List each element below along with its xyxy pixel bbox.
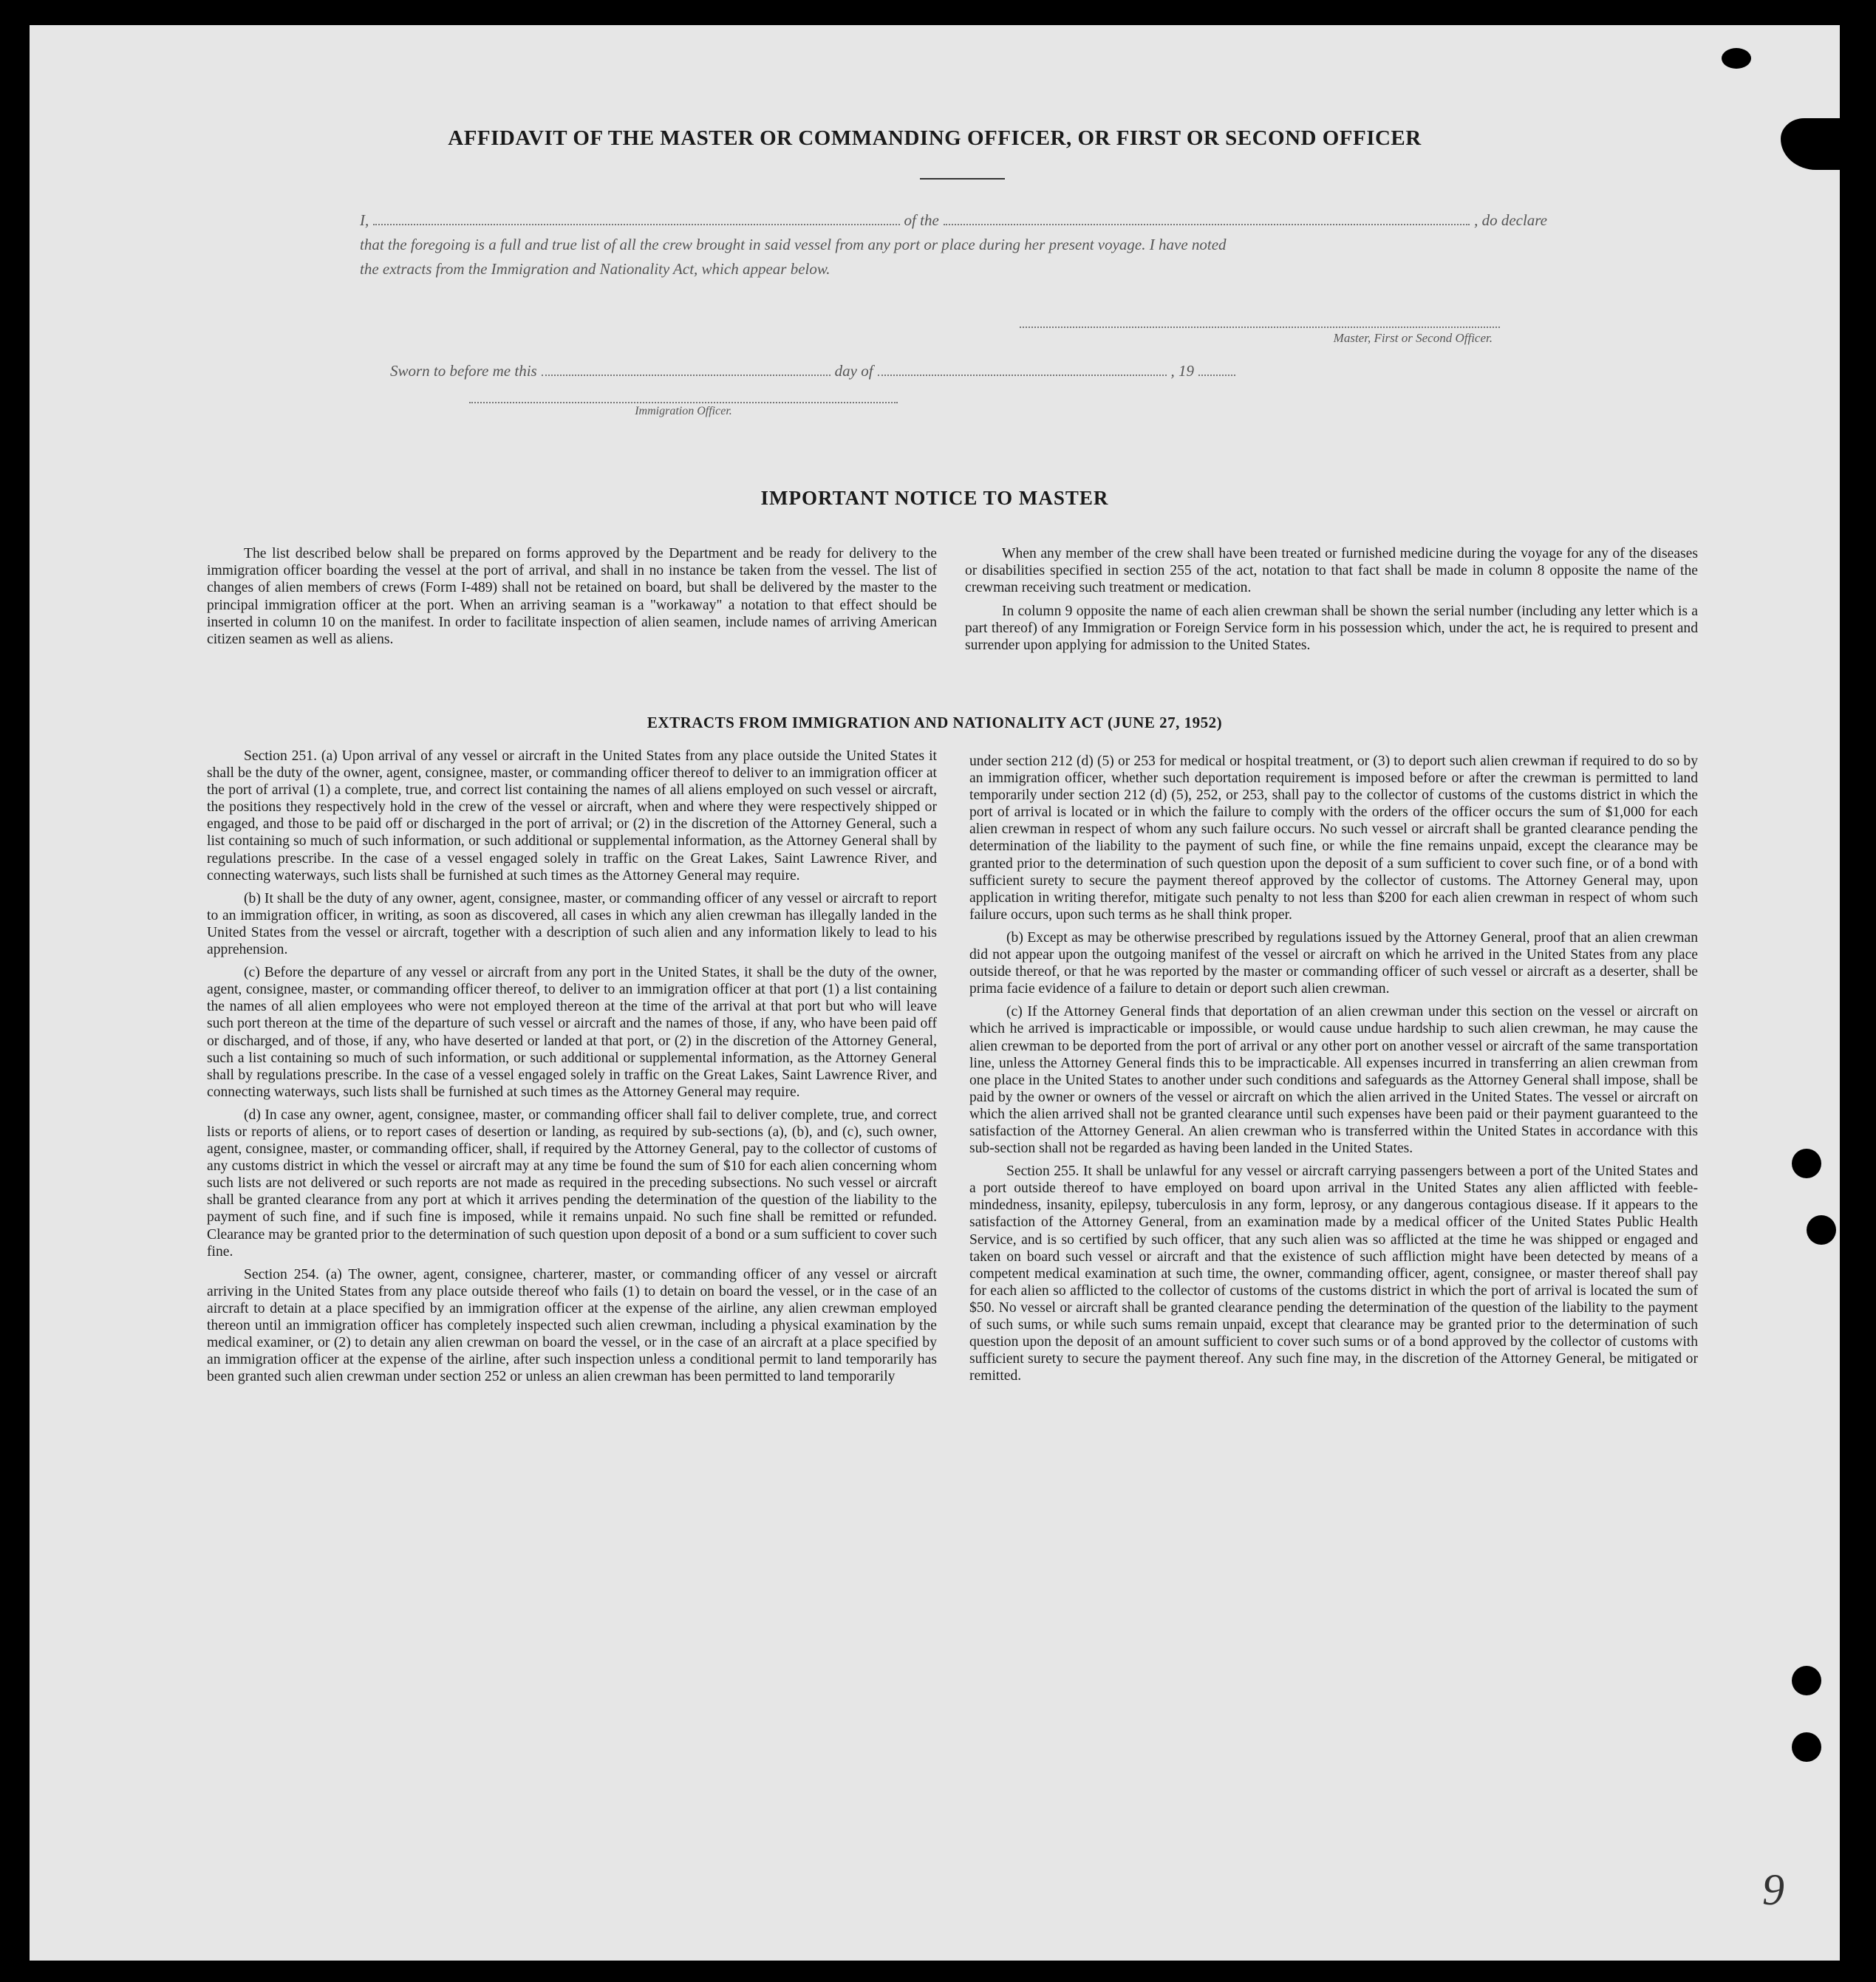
extract-section-251d: (d) In case any owner, agent, consignee, master, or commanding officer shall fail to deliver complete, true, and correct lists or reports of aliens, or to report cases of desertion or landing, as required by sub-sections (a), (b), and (c), such owner, agent, consignee, master, or commanding officer, shall, if required by the Attorney General, pay to the collector of customs of any customs district in which the vessel or aircraft may at any time be found the sum of $10 for each alien concerning whom such lists are not delivered or such reports are not made as required in the preceding subsections. No such vessel or aircraft shall be granted clearance from any port at which it arrives pending the determination of the question of the liability to the payment of such fine, and if such fine is imposed, while it remains unpaid. No such fine shall be remitted or refunded. Clearance may be granted prior to the determination of such question upon deposit of a bond or a sum sufficient to cover such fine.	[207, 1107, 937, 1260]
signature-line	[1020, 327, 1500, 328]
officer-signature-line	[469, 402, 898, 403]
extract-section-254a: Section 254. (a) The owner, agent, consignee, charterer, master, or commanding officer of any vessel or aircraft arriving in the United States from any place outside thereof who fails (1) to detain on board the vessel, or in the case of an aircraft to detain at a place specified by an immigration officer at the expense of the airline, any alien crewman employed thereon until an immigration officer has completely inspected such alien crewman, including a physical examination by the medical examiner, or (2) to detain any alien crewman on board the vessel, or in the case of an aircraft at a place specified by an immigration officer at the expense of the airline, after such inspection unless a conditional permit to land temporarily has been granted such alien crewman under section 252 or unless an alien crewman has been permitted to land temporarily	[207, 1266, 937, 1385]
declaration-do-declare: , do declare	[1474, 211, 1548, 229]
declaration-line-2: that the foregoing is a full and true list of all the crew brought in said vessel from any port or place during her present voyage. I have noted	[360, 236, 1227, 253]
notice-right-paragraph-2: In column 9 opposite the name of each alien crewman shall be shown the serial number (including any letter which is a part thereof) of any Immigration or Foreign Service form in his possession which, under the act, he is required to present and surrender upon applying for admission to the United States.	[965, 603, 1698, 654]
notice-right-paragraph-1: When any member of the crew shall have been treated or furnished medicine during the voyage for any of the diseases or disabilities specified in section 255 of the act, notation to that fact shall be made in column 8 opposite the name of the crewman receiving such treatment or medication.	[965, 546, 1698, 596]
notice-left-column	[207, 545, 937, 654]
title-rule	[920, 178, 1005, 180]
extract-section-254b: (b) Except as may be otherwise prescribed by regulations issued by the Attorney General, proof that an alien crewman did not appear upon the outgoing manifest of the vessel or aircraft on which he arrived in the United States from any place outside thereof, or that he was reported by the master or commanding officer of such vessel or aircraft as a deserter, shall be prima facie evidence of a failure to detain or deport such alien crewman.	[969, 929, 1698, 997]
day-blank	[542, 364, 830, 376]
punch-hole	[1792, 1732, 1821, 1762]
extract-section-251a: Section 251. (a) Upon arrival of any vessel or aircraft in the United States from any place outside the United States it shall be the duty of the owner, agent, consignee, master, or commanding officer thereof to deliver to an immigration officer at the port of arrival (1) a complete, true, and correct list containing the names of all aliens employed on such vessel or aircraft, the positions they respectively hold in the crew of the vessel or aircraft, when and where they were respectively shipped or engaged, and those to be paid off or discharged in the port of arrival; or (2) in the discretion of the Attorney General, such a list containing so much of such information, or such additional or supplemental information, as the Attorney General shall by regulations prescribe. In the case of a vessel engaged solely in traffic on the Great Lakes, Saint Lawrence River, and connecting waterways, such lists shall be furnished at such times as the Attorney General may require.	[207, 748, 937, 884]
document-page	[30, 25, 1840, 1961]
notice-right-column	[965, 545, 1698, 660]
extract-section-254a-cont: under section 212 (d) (5) or 253 for medical or hospital treatment, or (3) to deport such alien crewman if required to do so by an immigration officer, whether such deportation requirement is imposed before or after the crewman is permitted to land temporarily under section 212 (d) (5), 252, or 253, shall pay to the collector of customs of the customs district in which the port of arrival is located or in which the failure to comply with the orders of the officer occurs the sum of $1,000 for each alien crewman in respect of whom any such failure occurs. No such vessel or aircraft shall be granted clearance pending the determination of the liability to the payment of such fine, or while the fine remains unpaid, except the clearance may be granted prior to the determination of such question upon the deposit of a sum sufficient to cover such fine, or of a bond with sufficient surety to secure the payment thereof approved by the collector of customs. The Attorney General may, upon application in writing therefor, mitigate such penalty to not less than $200 for each alien crewman in respect of whom such failure occurs, upon such terms as he shall think proper.	[969, 753, 1698, 923]
extract-section-251b: (b) It shall be the duty of any owner, agent, consignee, master, or commanding officer of any vessel or aircraft to report to an immigration officer, in writing, as soon as discovered, all cases in which any alien crewman has illegally landed in the United States from the vessel or aircraft, together with a description of such alien and any information likely to lead to his apprehension.	[207, 890, 937, 958]
punch-hole	[1792, 1149, 1821, 1178]
ink-blot	[1722, 48, 1751, 69]
affidavit-title: AFFIDAVIT OF THE MASTER OR COMMANDING OFFICER, OR FIRST OR SECOND OFFICER	[448, 126, 1422, 150]
punch-hole	[1792, 1666, 1821, 1695]
extracts-title: EXTRACTS FROM IMMIGRATION AND NATIONALITY ACT (JUNE 27, 1952)	[647, 714, 1223, 731]
sworn-day-of: day of	[834, 362, 873, 380]
declaration-of-the: of the	[904, 211, 939, 229]
extracts-left-column	[207, 748, 937, 1391]
month-blank	[878, 364, 1167, 376]
signature-label: Master, First or Second Officer.	[1333, 331, 1493, 345]
extract-section-255: Section 255. It shall be unlawful for any vessel or aircraft carrying passengers between a port of the United States and a port outside thereof to have employed on board upon arrival in the United States any alien afflicted with feeble-mindedness, insanity, epilepsy, tuberculosis in any form, leprosy, or any dangerous contagious disease. If it appears to the satisfaction of the Attorney General, from an examination made by a medical officer of the United States Public Health Service, and is so certified by such officer, that any such alien was so afflicted at the time he was shipped or engaged and taken on board such vessel or aircraft and that the existence of such affliction might have been detected by means of a competent medical examination at such time, the owner, commanding officer, agent, consignee, or master thereof shall pay for each alien so afflicted to the collector of customs of the customs district in which the port of arrival is located the sum of $50. No vessel or aircraft shall be granted clearance pending the determination of the question of the liability to the payment of such sums, or while such sums remain unpaid, except that clearance may be granted prior to the determination of such question upon the deposit of an amount sufficient to cover such sums or of a bond approved by the collector of customs with sufficient surety to secure the payment thereof. Any such fine may, in the discretion of the Attorney General, be mitigated or remitted.	[969, 1163, 1698, 1384]
sworn-line	[390, 362, 1240, 380]
declaration-line-1	[360, 208, 1547, 233]
vessel-blank	[944, 213, 1470, 225]
margin-handwritten-mark: 9	[1762, 1865, 1784, 1914]
year-blank	[1198, 364, 1235, 376]
notice-title: IMPORTANT NOTICE TO MASTER	[760, 487, 1109, 509]
name-blank	[373, 213, 899, 225]
officer-label: Immigration Officer.	[635, 405, 732, 417]
declaration-i: I,	[360, 211, 369, 229]
declaration-line-3: the extracts from the Immigration and Nationality Act, which appear below.	[360, 260, 830, 278]
declaration-block	[360, 208, 1547, 281]
extracts-right-column	[969, 753, 1698, 1390]
sworn-year: , 19	[1170, 362, 1194, 380]
extract-section-251c: (c) Before the departure of any vessel or aircraft from any port in the United States, it shall be the duty of the owner, agent, consignee, master, or commanding officer thereof, to deliver to an immigration officer at that port (1) a list containing the names of all alien employees who were not employed thereon at the time of the arrival at that port but who will leave such port thereon at the time of the departure of such vessel or aircraft and the names of those, if any, who have been paid off or discharged, and of those, if any, who have deserted or landed at that port, or (2) in the discretion of the Attorney General, such a list containing so much of such information, or such additional or supplemental information, as the Attorney General shall by regulations prescribe. In the case of a vessel engaged solely in traffic on the Great Lakes, Saint Lawrence River, and connecting waterways, such lists shall be furnished at such times as the Attorney General may require.	[207, 965, 937, 1100]
sworn-text: Sworn to before me this	[390, 362, 537, 380]
extract-section-254c: (c) If the Attorney General finds that deportation of an alien crewman under this section on the vessel or aircraft on which he arrived is impracticable or impossible, or would cause undue hardship to such alien crewman, he may cause the alien crewman to be deported from the port of arrival or any other port on another vessel or aircraft of the same transportation line, unless the Attorney General finds this to be impracticable. All expenses incurred in transferring an alien crewman from one place in the United States to another under such conditions and safeguards as the Attorney General shall impose, shall be paid by the owner or owners of the vessel or aircraft on which the alien arrived in the United States. The vessel or aircraft on which the alien arrived shall not be granted clearance until such expenses have been paid or their payment guaranteed to the satisfaction of the Attorney General. An alien crewman who is transferred within the United States in accordance with this sub-section shall not be regarded as having been landed in the United States.	[969, 1004, 1698, 1157]
notice-left-paragraph: The list described below shall be prepared on forms approved by the Department and be ready for delivery to the immigration officer boarding the vessel at the port of arrival, and shall in no instance be taken from the vessel. The list of changes of alien members of crews (Form I-489) shall not be retained on board, but shall be delivered by the master to the principal immigration officer at the port. When an arriving seaman is a "workaway" a notation to that effect should be inserted in column 10 on the manifest. In order to facilitate inspection of alien seamen, include names of arriving American citizen seamen as well as aliens.	[207, 546, 937, 648]
punch-hole	[1807, 1215, 1836, 1245]
